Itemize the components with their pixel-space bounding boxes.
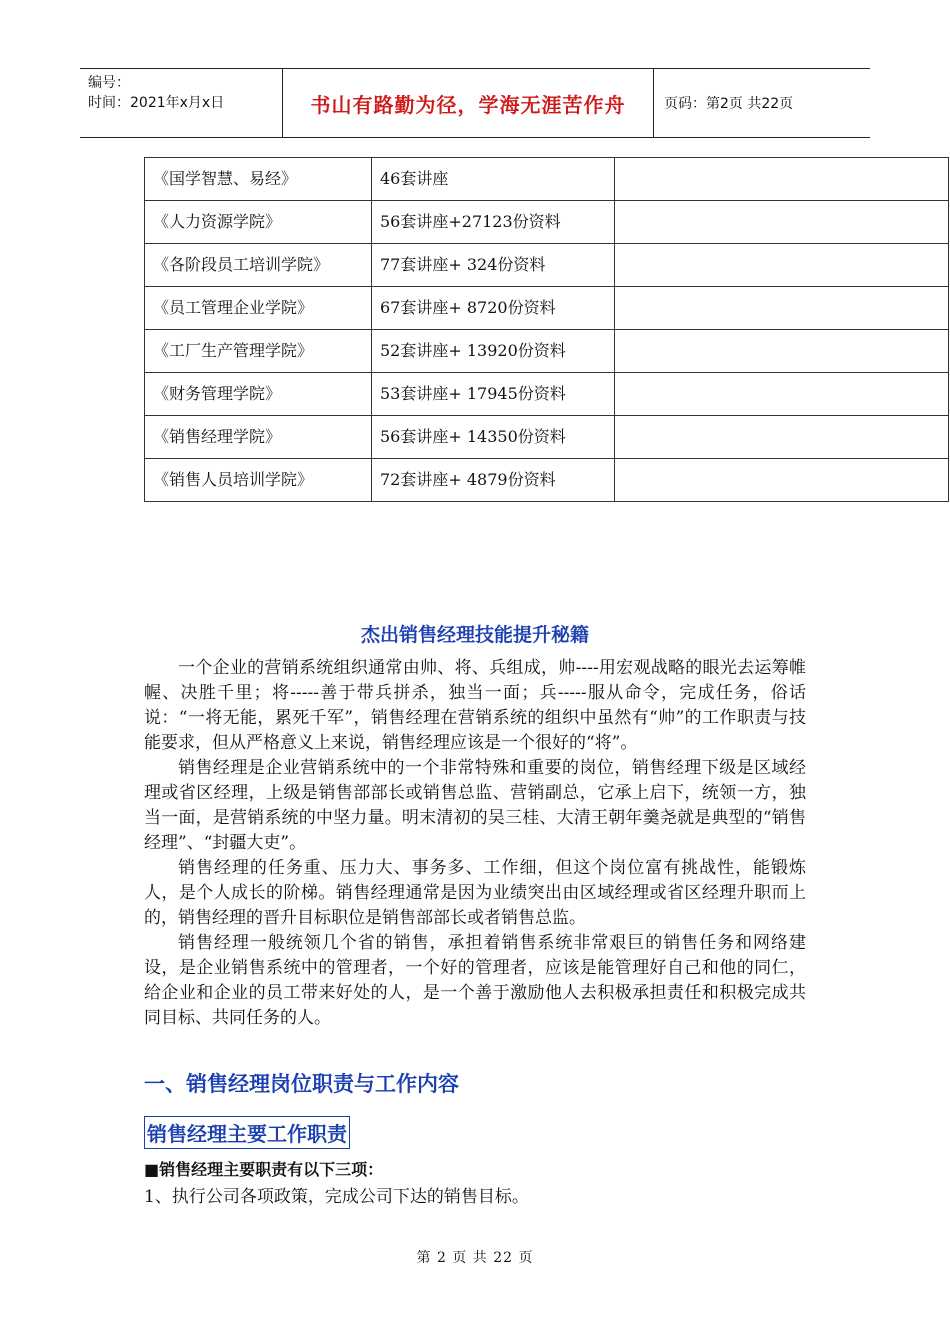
page-header (80, 68, 870, 138)
course-content: 46套讲座 (372, 158, 615, 201)
subsection-heading: 销售经理主要工作职责 (144, 1116, 350, 1149)
course-content: 56套讲座+ 14350份资料 (372, 416, 615, 459)
article-body (144, 656, 806, 1031)
course-note (615, 373, 949, 416)
table-row (145, 287, 949, 330)
course-content: 52套讲座+ 13920份资料 (372, 330, 615, 373)
paragraph: 销售经理的任务重、压力大、事务多、工作细，但这个岗位富有挑战性，能锻炼人，是个人成长的阶梯。销售经理通常是因为业绩突出由区域经理或省区经理升职而上的，销售经理的晋升目标职位是销售部部长或者销售总监。 (144, 858, 806, 928)
course-name: 《销售人员培训学院》 (145, 459, 372, 502)
course-table (144, 157, 949, 502)
table-row (145, 416, 949, 459)
course-note (615, 459, 949, 502)
table-row (145, 201, 949, 244)
number-label: 编号： (88, 75, 130, 91)
course-content: 77套讲座+ 324份资料 (372, 244, 615, 287)
course-name: 《销售经理学院》 (145, 416, 372, 459)
course-name: 《财务管理学院》 (145, 373, 372, 416)
time-label: 时间：2021年x月x日 (88, 95, 225, 111)
course-content: 72套讲座+ 4879份资料 (372, 459, 615, 502)
paragraph: 一个企业的营销系统组织通常由帅、将、兵组成，帅----用宏观战略的眼光去运筹帷幄、决胜千里；将-----善于带兵拼杀，独当一面；兵-----服从命令，完成任务，俗话说：“一将无能，累死千军”，销售经理在营销系统的组织中虽然有“帅”的工作职责与技能要求，但从严格意义上来说，销售经理应该是一个很好的“将”。 (144, 658, 806, 753)
course-content: 53套讲座+ 17945份资料 (372, 373, 615, 416)
paragraph: 销售经理是企业营销系统中的一个非常特殊和重要的岗位，销售经理下级是区域经理或省区经理，上级是销售部部长或销售总监、营销副总，它承上启下，统领一方，独当一面，是营销系统的中坚力量。明末清初的吴三桂、大清王朝年羹尧就是典型的“销售经理”、“封疆大吏”。 (144, 758, 806, 853)
course-name: 《国学智慧、易经》 (145, 158, 372, 201)
course-content: 67套讲座+ 8720份资料 (372, 287, 615, 330)
course-name: 《员工管理企业学院》 (145, 287, 372, 330)
table-row (145, 158, 949, 201)
course-note (615, 244, 949, 287)
course-content: 56套讲座+27123份资料 (372, 201, 615, 244)
course-note (615, 287, 949, 330)
course-name: 《工厂生产管理学院》 (145, 330, 372, 373)
course-name: 《人力资源学院》 (145, 201, 372, 244)
table-row (145, 459, 949, 502)
course-note (615, 158, 949, 201)
course-name: 《各阶段员工培训学院》 (145, 244, 372, 287)
course-note (615, 201, 949, 244)
table-row (145, 244, 949, 287)
section-heading: 一、销售经理岗位职责与工作内容 (144, 1072, 459, 1096)
page-footer: 第 2 页 共 22 页 (416, 1250, 534, 1266)
duty-item: 1、执行公司各项政策，完成公司下达的销售目标。 (144, 1187, 529, 1207)
course-note (615, 416, 949, 459)
duties-lead: ■销售经理主要职责有以下三项： (144, 1160, 384, 1179)
course-note (615, 330, 949, 373)
table-row (145, 330, 949, 373)
header-motto: 书山有路勤为径，学海无涯苦作舟 (282, 69, 654, 137)
paragraph: 销售经理一般统领几个省的销售，承担着销售系统非常艰巨的销售任务和网络建设，是企业销售系统中的管理者，一个好的管理者，应该是能管理好自己和他的同仁，给企业和企业的员工带来好处的人，是一个善于激励他人去积极承担责任和积极完成共同目标、共同任务的人。 (144, 933, 806, 1028)
header-meta (80, 69, 282, 137)
table-row (145, 373, 949, 416)
article-title: 杰出销售经理技能提升秘籍 (360, 624, 589, 646)
header-page-info: 页码：第2页 共22页 (664, 96, 794, 112)
